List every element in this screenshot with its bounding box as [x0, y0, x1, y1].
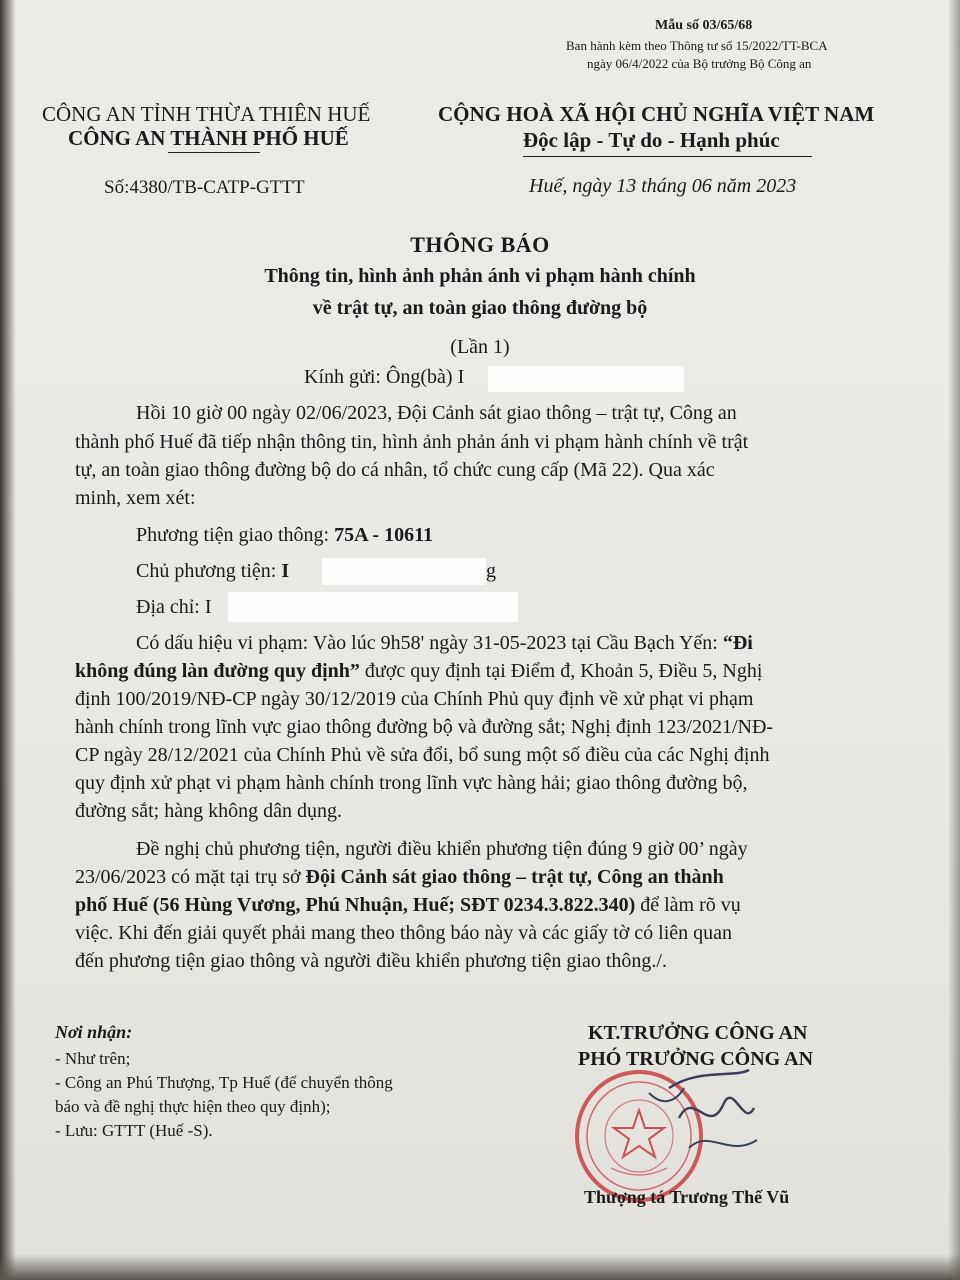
signature-title-2: PHÓ TRƯỞNG CÔNG AN	[578, 1048, 814, 1070]
recipient-line: Kính gửi: Ông(bà) I	[304, 366, 465, 388]
owner-label: Chủ phương tiện:	[136, 560, 282, 582]
recipient-item-3: báo và đề nghị thực hiện theo quy định);	[55, 1097, 331, 1116]
violation-line-7: đường sắt; hàng không dân dụng.	[75, 800, 342, 822]
violation-line-5: CP ngày 28/12/2021 của Chính Phủ về sửa đổi, bổ sung một số điều của các Nghị định	[75, 744, 770, 766]
body-p1-line-2: thành phố Huế đã tiếp nhận thông tin, hình ảnh phản ánh vi phạm hành chính về trật	[75, 431, 749, 453]
official-seal-icon	[559, 1048, 764, 1206]
violation-intro: Có dấu hiệu vi phạm: Vào lúc 9h58' ngày 31-05-2023 tại Cầu Bạch Yến:	[136, 632, 723, 654]
form-issued-date: ngày 06/4/2022 của Bộ trưởng Bộ Công an	[587, 56, 812, 71]
page-shadow-right	[948, 0, 960, 1280]
document-subtitle-1: Thông tin, hình ảnh phản ánh vi phạm hành chính	[264, 265, 696, 287]
vehicle-label: Phương tiện giao thông:	[136, 524, 335, 546]
body-p1-line-1: Hồi 10 giờ 00 ngày 02/06/2023, Đội Cảnh sát giao thông – trật tự, Công an	[136, 402, 737, 424]
vehicle-line	[136, 524, 433, 547]
address-line: Địa chỉ: I	[136, 596, 212, 618]
place-date: Huế, ngày 13 tháng 06 năm 2023	[529, 175, 797, 197]
body-p1-line-4: minh, xem xét:	[75, 487, 196, 509]
agency-underline	[168, 152, 260, 153]
agency-parent: CÔNG AN TỈNH THỪA THIÊN HUẾ	[42, 102, 371, 126]
page-shadow-left	[0, 0, 16, 1280]
request-line-5: đến phương tiện giao thông và người điều khiển phương tiện giao thông./.	[75, 950, 667, 972]
page-bottom-edge	[0, 1254, 960, 1280]
violation-line-2	[75, 660, 762, 683]
redaction-address	[228, 592, 518, 622]
violation-quote-start: “Đi	[722, 632, 753, 654]
motto-underline	[523, 156, 812, 157]
agency-name: CÔNG AN THÀNH PHỐ HUẾ	[68, 126, 349, 150]
owner-line	[136, 560, 289, 583]
violation-line-6: quy định xử phạt vi phạm hành chính trong lĩnh vực hàng hải; giao thông đường bộ,	[75, 772, 748, 794]
signer-name: Thượng tá Trương Thế Vũ	[584, 1187, 790, 1207]
form-number: Mẫu số 03/65/68	[655, 18, 753, 33]
request-purpose: để làm rõ vụ	[635, 894, 741, 916]
redaction-recipient	[488, 366, 684, 392]
request-address: phố Huế (56 Hùng Vương, Phú Nhuận, Huế; SĐT 0234.3.822.340)	[75, 894, 636, 916]
violation-line-4: hành chính trong lĩnh vực giao thông đường bộ và đường sắt; Nghị định 123/2021/NĐ-	[75, 716, 774, 738]
signature-title-1: KT.TRƯỞNG CÔNG AN	[588, 1022, 808, 1044]
violation-line-1	[136, 632, 753, 655]
request-line-2	[75, 866, 724, 889]
nation-motto: Độc lập - Tự do - Hạnh phúc	[523, 128, 780, 152]
violation-line-3: định 100/2019/NĐ-CP ngày 30/12/2019 của Chính Phủ quy định về xử phạt vi phạm	[75, 688, 754, 710]
violation-legal-ref: được quy định tại Điểm đ, Khoản 5, Điều 5, Nghị	[359, 660, 763, 682]
body-p1-line-3: tự, an toàn giao thông đường bộ do cá nhân, tổ chức cung cấp (Mã 22). Qua xác	[75, 459, 715, 481]
document-title: THÔNG BÁO	[410, 232, 550, 257]
document-subtitle-2: về trật tự, an toàn giao thông đường bộ	[312, 297, 648, 319]
recipient-item-1: - Như trên;	[55, 1049, 131, 1068]
nation-name: CỘNG HOÀ XÃ HỘI CHỦ NGHĨA VIỆT NAM	[438, 102, 875, 126]
request-line-3	[75, 894, 741, 917]
occurrence-label: (Lần 1)	[450, 336, 510, 358]
vehicle-plate: 75A - 10611	[334, 524, 433, 546]
request-venue-intro: 23/06/2023 có mặt tại trụ sở	[75, 866, 306, 888]
violation-quote-end: không đúng làn đường quy định”	[75, 660, 360, 682]
recipients-heading: Nơi nhận:	[55, 1022, 133, 1042]
request-venue: Đội Cảnh sát giao thông – trật tự, Công an thành	[305, 866, 724, 888]
form-issued-with: Ban hành kèm theo Thông tư số 15/2022/TT-BCA	[566, 38, 828, 53]
owner-value: I	[281, 560, 290, 582]
request-line-1: Đề nghị chủ phương tiện, người điều khiển phương tiện đúng 9 giờ 00’ ngày	[136, 838, 748, 860]
owner-tail: g	[486, 560, 496, 582]
redaction-owner	[322, 558, 486, 585]
request-line-4: việc. Khi đến giải quyết phải mang theo thông báo này và các giấy tờ có liên quan	[75, 922, 733, 944]
recipient-item-2: - Công an Phú Thượng, Tp Huế (để chuyển thông	[55, 1073, 393, 1092]
document-number: Số:4380/TB-CATP-GTTT	[104, 177, 305, 198]
recipient-item-4: - Lưu: GTTT (Huế -S).	[55, 1121, 213, 1140]
